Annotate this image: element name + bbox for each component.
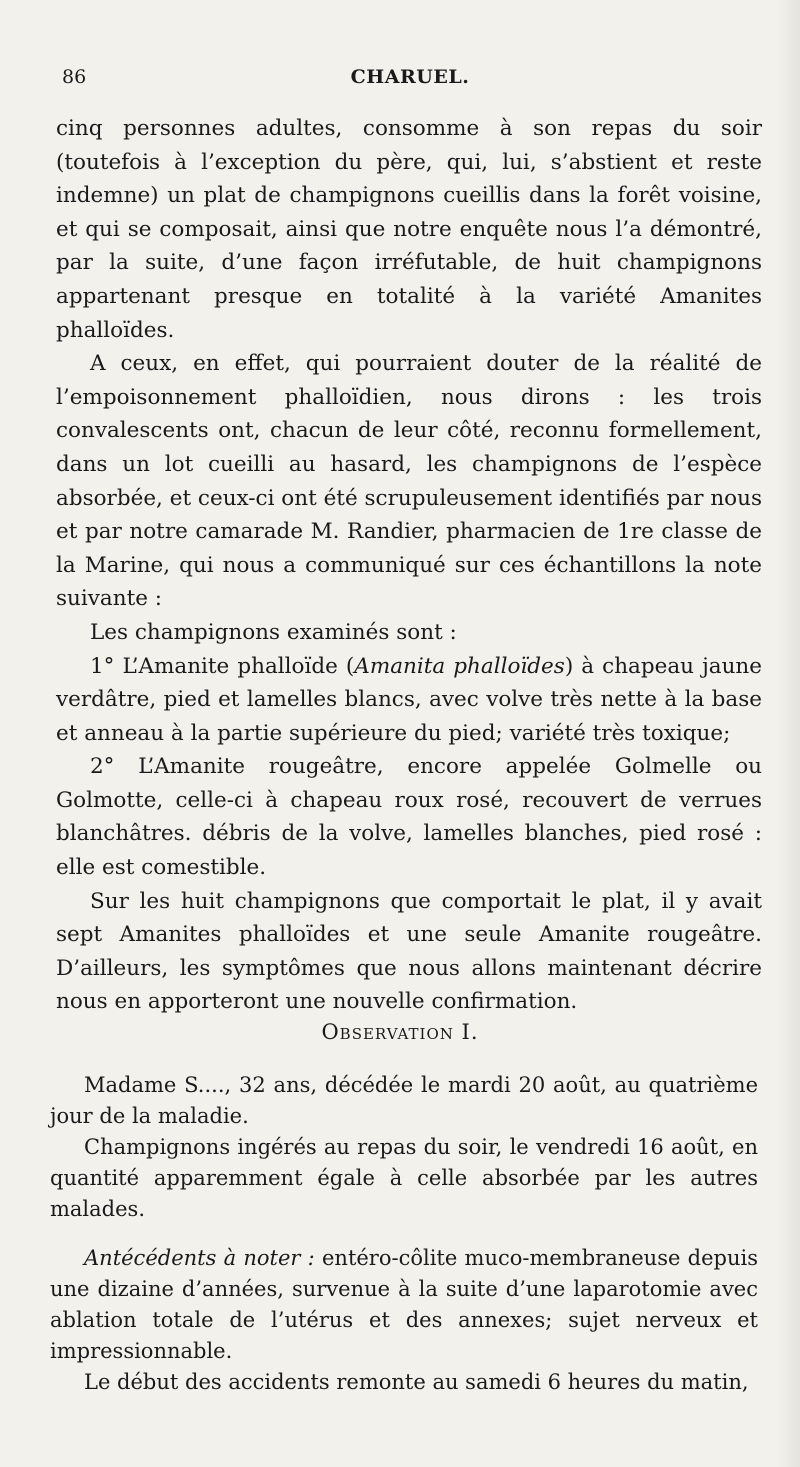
page-number: 86 <box>62 66 87 88</box>
paragraph: cinq personnes adultes, consomme à son repas du soir (toutefois à l’exception du père, qui, lui, s’abstient et reste indemne) un plat de champignons cueillis dans la forêt voisine, et qui se composait, ainsi que notre enquête nous l’a démontré, par la suite, d’une façon irréfutable, de huit champignons appartenant presque en totalité à la variété Amanites phalloïdes. <box>56 116 762 343</box>
page-header <box>60 66 760 106</box>
scan-edge-shadow <box>776 0 800 1467</box>
paragraph: Les champignons examinés sont : <box>90 619 457 645</box>
observation-paragraph: Le début des accidents remonte au samedi 6 heures du matin, <box>84 1370 749 1394</box>
list-item-2: 2° L’Amanite rougeâtre, encore appelée Golmelle ou Golmotte, celle-ci à chapeau roux rosé, recouvert de verrues blanchâtres. débris de la volve, lamelles blanches, pied rosé : elle est comestible. <box>56 754 762 881</box>
antecedents-text: entéro-côlite muco-membraneuse depuis une dizaine d’années, survenue à la suite d’une laparotomie avec ablation totale de l’utérus et des annexes; sujet nerveux et impressionnable. <box>50 1246 758 1363</box>
observation-text <box>50 1070 758 1398</box>
list-item-1 <box>56 650 762 751</box>
section-title: Observation I. <box>321 1020 479 1044</box>
item1-prefix: 1° L’Amanite phalloïde ( <box>90 653 355 679</box>
main-text <box>56 112 762 1019</box>
item1-suffix: ) à chapeau jaune verdâtre, pied et lamelles blancs, avec volve très nette à la base et anneau à la partie supérieure du pied; variété très toxique; <box>56 653 762 746</box>
observation-paragraph: Champignons ingérés au repas du soir, le vendredi 16 août, en quantité apparemment égale à celle absorbée par les autres malades. <box>50 1135 758 1221</box>
paragraph: Sur les huit champignons que comportait le plat, il y avait sept Amanites phalloïdes et une seule Amanite rougeâtre. D’ailleurs, les symptômes que nous allons maintenant décrire nous en apporteront une nouvelle confirmation. <box>56 888 762 1015</box>
latin-name: Amanita phalloïdes <box>354 653 565 679</box>
observation-paragraph <box>50 1243 758 1367</box>
paragraph: A ceux, en effet, qui pourraient douter de la réalité de l’empoisonnement phalloïdien, nous dirons : les trois convalescents ont, chacun de leur côté, reconnu formellement, dans un lot cueilli au hasard, les champignons de l’espèce absorbée, et ceux-ci ont été scrupuleusement identifiés par nous et par notre camarade M. Randier, pharmacien de 1re classe de la Marine, qui nous a communiqué sur ces échantillons la note suivante : <box>56 351 762 612</box>
running-head: CHARUEL. <box>350 66 470 88</box>
observation-paragraph: Madame S...., 32 ans, décédée le mardi 20 août, au quatrième jour de la maladie. <box>50 1073 758 1128</box>
antecedents-label: Antécédents à noter : <box>84 1246 315 1270</box>
